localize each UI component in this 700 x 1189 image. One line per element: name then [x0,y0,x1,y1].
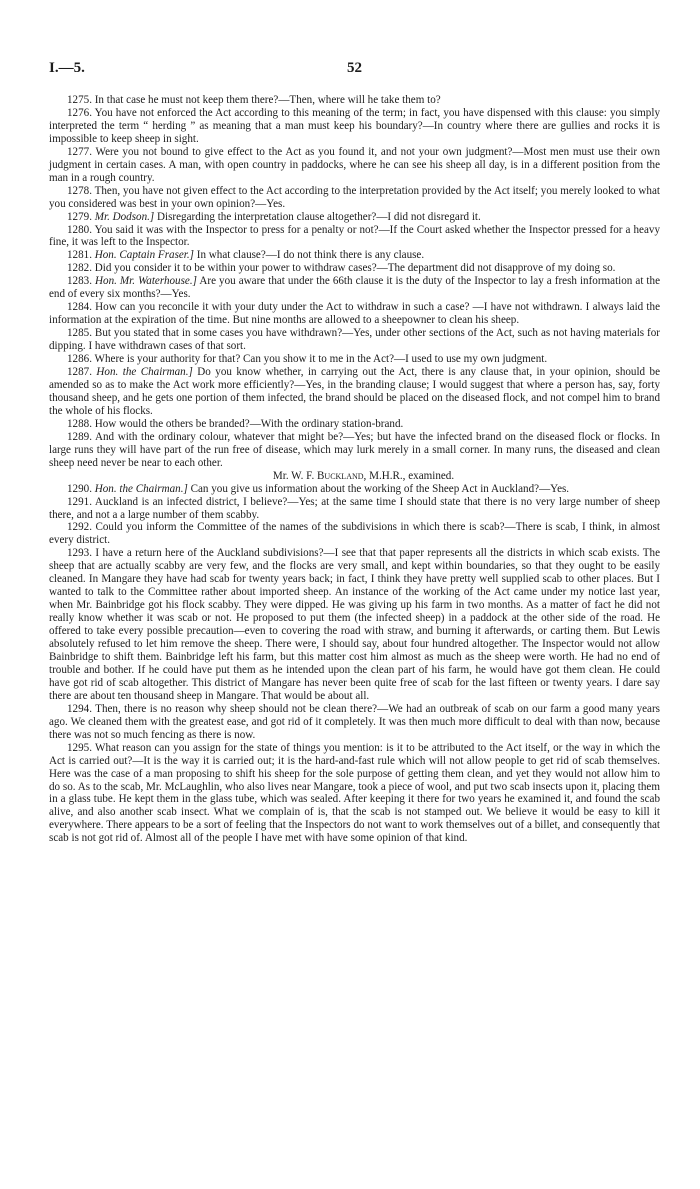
paragraph: 1275. In that case he must not keep them there?—Then, where will he take them to? [67,94,441,106]
speaker: Hon. the Chairman.] [96,366,193,379]
paragraph: 1284. How can you reconcile it with your duty under the Act to withdraw in such a case? —I have not withdrawn. I always laid the information at the expiration of the time. But nine months are allowed to a sheepowner to clean his sheep. [49,301,660,327]
page-header [49,60,660,80]
speaker: Hon. Captain Fraser.] [94,249,194,262]
paragraph: 1276. You have not enforced the Act according to this meaning of the term; in fact, you have dispensed with this clause: you simply interpreted the term “ herding ” as meaning that a man must keep his boundary?—In country where there are gullies and rocks it is impossible to keep sheep in sight. [49,106,660,145]
paragraph: 1289. And with the ordinary colour, whatever that might be?—Yes; but have the infected brand on the diseased flock or flocks. In large runs they will have part of the run free of disease, which may lurk merely in a small corner. In many runs, the diseased and clean sheep need never be near to each other. [49,430,660,469]
paragraph: 1278. Then, you have not given effect to the Act according to the interpretation provided by the Act itself; you merely looked to what you considered was best in your own opinion?—Yes. [49,184,660,210]
paragraph: 1277. Were you not bound to give effect to the Act as you found it, and not your own judgment?—Most men must use their own judgment in certain cases. A man, with open country in paddocks, where he can see his sheep all day, is in a different position from the man in a rough country. [49,145,660,184]
paragraph [49,249,660,262]
question-number: 1279. [67,210,92,223]
paragraph [49,366,660,418]
document-body [49,94,660,845]
paragraph: 1280. You said it was with the Inspector to press for a penalty or not?—If the Court asked whether the Inspector pressed for a heavy fine, it was left to the Inspector. [49,223,660,249]
witness-name: Buckland [317,469,364,482]
paragraph: 1293. I have a return here of the Auckland subdivisions?—I see that that paper represents all the districts in which scab exists. The sheep that are actually scabby are very few, and the flocks are very small, and kept within boundaries, so that they ought to be easily cleaned. In Mangare they have had scab for twenty years back; in fact, I think they have pretty well supplied scab to other places. But I wanted to talk to the Committee rather about imported sheep. An instance of the working of the Act came under my notice last year, when Mr. Bainbridge got his flock scabby. They were dipped. He was giving up his farm in two months. As a matter of fact he did not really know whether it was scab or not. He proposed to put them (the infected sheep) in a paddock at the other side of the road. He offered to take every possible precaution—even to covering the road with straw, and burning it afterwards, or carting them. But Lewis absolutely refused to let him remove the sheep. There were, I should say, about four hundred altogether. The Inspector would not allow Bainbridge to shift them. Bainbridge left his farm, but this matter cost him almost as much as the sheep were worth. He had no end of trouble and bother. If he could have put them as he intended upon the clean part of his farm, he would have got them clean. He could have got rid of scab altogether. This district of Mangare has never been quite free of scab for the last fifteen or twenty years. I dare say there are about ten thousand sheep in Mangare. That would be about all. [49,547,660,702]
question-number: 1283. [67,275,92,288]
paragraph [49,211,660,224]
paragraph: 1295. What reason can you assign for the state of things you mention: is it to be attributed to the Act itself, or the way in which the Act is carried out?—It is the way it is carried out; it is the hard-and-fast rule which will not allow people to get rid of scab themselves. Here was the case of a man proposing to shift his sheep for the sole purpose of getting them clean, and yet they would not allow him to do so. As to the scab, Mr. McLaughlin, who also lives near Mangare, took a piece of wool, and put two scab insects upon it, placing them in a glass tube. He kept them in the glass tube, which was sealed. After keeping it there for two years he examined it, and found the scab alive, and also another scab insect. What we complain of is, that the scab is not stamped out. We believe it would be easy to kill it everywhere. There appears to be a sort of feeling that the Inspectors do not want to work themselves out of a billet, and consequently that scab is not got rid of. Almost all of the people I have met with have some opinion of that kind. [49,741,660,845]
paragraph [49,275,660,301]
witness-suffix: , M.H.R., examined. [363,469,455,482]
paragraph: 1282. Did you consider it to be within your power to withdraw cases?—The department did not disapprove of my doing so. [67,262,616,275]
witness-prefix: Mr. W. F. [272,469,315,482]
paragraph: 1291. Auckland is an infected district, I believe?—Yes; at the same time I should state that there is no very large number of sheep there, and not a a large number of them scabby. [49,495,660,521]
paragraph-text: Can you give us information about the working of the Sheep Act in Auckland?—Yes. [190,482,570,495]
paragraph [49,483,660,496]
paragraph-text: Do you know whether, in carrying out the Act, there is any clause that, in your opinion, should be amended so as to make the Act work more efficiently?—Yes, in the branding clause; I would suggest that where a person has, say, forty thousand sheep, and he gets one portion of them infected, the brand should be placed on the diseased flock, and not compel him to brand the whole of his flocks. [49,366,660,417]
question-number: 1290. [67,482,92,495]
page-number: 52 [347,60,362,76]
witness-heading [49,470,660,483]
paragraph: 1294. Then, there is no reason why sheep should not be clean there?—We had an outbreak of scab on our farm a good many years ago. We cleaned them with the greatest ease, and got rid of it completely. It was then much more difficult to deal with than now, because there was not so much fencing as there is now. [49,702,660,741]
paragraph: 1292. Could you inform the Committee of the names of the subdivisions in which there is scab?—There is scab, I think, in almost every district. [49,521,660,547]
paragraph: 1285. But you stated that in some cases you have withdrawn?—Yes, under other sections of the Act, such as not having materials for dipping. I have withdrawn cases of that sort. [49,327,660,353]
paragraph-text: Disregarding the interpretation clause altogether?—I did not disregard it. [157,210,481,223]
paragraph-text: Are you aware that under the 66th clause it is the duty of the Inspector to lay a fresh information at the end of every six months?—Yes. [49,275,660,301]
document-reference: I.—5. [49,60,85,76]
question-number: 1281. [67,249,92,262]
paragraph: 1286. Where is your authority for that? Can you show it to me in the Act?—I used to use my own judgment. [67,353,548,366]
speaker: Hon. the Chairman.] [94,482,188,495]
paragraph: 1288. How would the others be branded?—With the ordinary station-brand. [67,417,404,430]
question-number: 1287. [67,366,92,379]
speaker: Hon. Mr. Waterhouse.] [95,275,197,288]
speaker: Mr. Dodson.] [94,210,155,223]
paragraph-text: In what clause?—I do not think there is any clause. [196,249,425,262]
